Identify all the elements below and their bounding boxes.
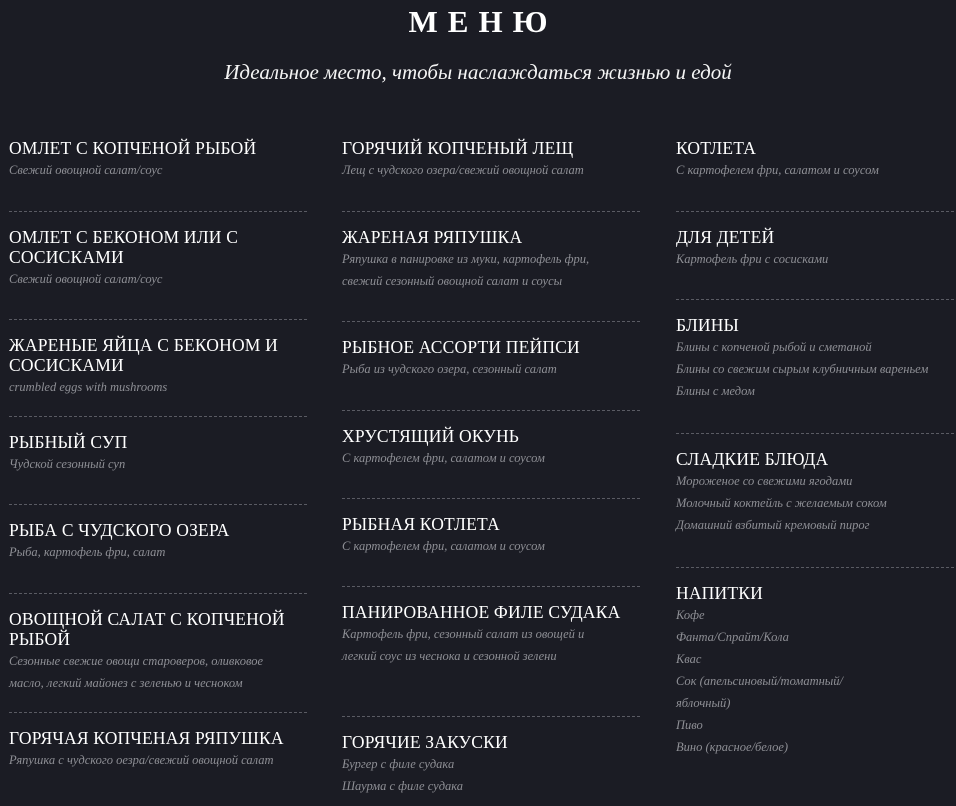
menu-item-title: ДЛЯ ДЕТЕЙ (676, 227, 775, 247)
menu-item-desc: Блины с копченой рыбой и сметаной (676, 340, 872, 354)
menu-item (342, 426, 640, 498)
menu-divider (676, 433, 954, 434)
menu-item-desc: Фанта/Спрайт/Кола (676, 630, 789, 644)
menu-divider (9, 712, 307, 713)
menu-item-title: ГОРЯЧИЕ ЗАКУСКИ (342, 732, 508, 752)
menu-divider (9, 416, 307, 417)
menu-item-desc: Блины с медом (676, 384, 755, 398)
menu-item-desc: Шаурма с филе судака (342, 779, 464, 793)
menu-divider (342, 211, 640, 212)
menu-item-desc: свежий сезонный овощной салат и соусы (342, 274, 563, 288)
menu-item-title: РЫБНАЯ КОТЛЕТА (342, 514, 500, 534)
menu-item-desc: Рыба из чудского озера, сезонный салат (342, 362, 557, 376)
menu-divider (676, 211, 954, 212)
menu-item-desc: С картофелем фри, салатом и соусом (342, 539, 545, 553)
menu-item-title: ПАНИРОВАННОЕ ФИЛЕ СУДАКА (342, 602, 621, 622)
menu-item (342, 138, 640, 211)
menu-divider (9, 504, 307, 505)
menu-divider (342, 498, 640, 499)
menu-column-3 (676, 138, 954, 758)
menu-item-desc: Картофель фри с сосисками (676, 252, 829, 266)
menu-divider (676, 567, 954, 568)
menu-item-desc: С картофелем фри, салатом и соусом (342, 451, 545, 465)
menu-item-desc: Лещ с чудского озера/свежий овощной салат (342, 163, 584, 177)
menu-divider (9, 319, 307, 320)
menu-column-2 (342, 138, 640, 797)
menu-item-desc: Свежий овощной салат/соус (9, 163, 163, 177)
menu-divider (342, 321, 640, 322)
menu-item-desc: масло, легкий майонез с зеленью и чесноком (9, 676, 243, 690)
menu-item-title: ЖАРЕНЫЕ ЯЙЦА С БЕКОНОМ И СОСИСКАМИ (9, 335, 278, 375)
menu-item (342, 227, 640, 321)
menu-item-desc: Сок (апельсиновый/томатный/ (676, 674, 843, 688)
menu-item-title: ГОРЯЧАЯ КОПЧЕНАЯ РЯПУШКА (9, 728, 284, 748)
menu-item-title: РЫБА С ЧУДСКОГО ОЗЕРА (9, 520, 230, 540)
page-title: МЕНЮ (408, 4, 558, 39)
menu-item (676, 583, 954, 758)
menu-item-title: ГОРЯЧИЙ КОПЧЕНЫЙ ЛЕЩ (342, 138, 574, 158)
menu-item (676, 449, 954, 567)
menu-item-desc: Молочный коктейль с желаемым соком (676, 496, 887, 510)
menu-item (342, 602, 640, 716)
menu-item-desc: Ряпушка в панировке из муки, картофель фри, (342, 252, 590, 266)
menu-item-desc: Мороженое со свежими ягодами (676, 474, 853, 488)
menu-item-desc: Кофе (676, 608, 705, 622)
menu-item (9, 609, 307, 712)
menu-item (342, 337, 640, 410)
menu-item (9, 138, 307, 211)
menu-divider (676, 299, 954, 300)
menu-item-desc: Блины со свежим сырым клубничным вареньем (676, 362, 929, 376)
menu-item-desc: легкий соус из чеснока и сезонной зелени (342, 649, 557, 663)
menu-item (676, 315, 954, 433)
menu-item-title: СЛАДКИЕ БЛЮДА (676, 449, 829, 469)
menu-item (9, 335, 307, 416)
menu-item (9, 728, 307, 771)
menu-divider (342, 716, 640, 717)
menu-item-desc: Бургер с филе судака (342, 757, 455, 771)
menu-column-1 (9, 138, 307, 771)
menu-item-desc: Чудской сезонный суп (9, 457, 126, 471)
menu-item-desc: Пиво (676, 718, 703, 732)
menu-item (676, 138, 954, 211)
menu-item-desc: Вино (красное/белое) (676, 740, 789, 754)
menu-item-title: БЛИНЫ (676, 315, 740, 335)
menu-divider (9, 211, 307, 212)
menu-item (342, 514, 640, 586)
menu-item-title: РЫБНЫЙ СУП (9, 432, 128, 452)
menu-item-desc: С картофелем фри, салатом и соусом (676, 163, 879, 177)
menu-item-title: НАПИТКИ (676, 583, 763, 603)
menu-item (9, 432, 307, 504)
menu-item-desc: crumbled eggs with mushrooms (9, 380, 168, 394)
menu-item-desc: Свежий овощной салат/соус (9, 272, 163, 286)
menu-divider (342, 586, 640, 587)
menu-item-desc: Сезонные свежие овощи староверов, оливковое (9, 654, 264, 668)
page-subtitle: Идеальное место, чтобы наслаждаться жизнью и едой (224, 60, 732, 84)
menu-item (9, 227, 307, 319)
menu-item-desc: яблочный) (676, 696, 731, 710)
menu-item (342, 732, 640, 797)
menu-item-title: КОТЛЕТА (676, 138, 757, 158)
menu-item-title: ОМЛЕТ С КОПЧЕНОЙ РЫБОЙ (9, 138, 257, 158)
menu-item-title: ХРУСТЯЩИЙ ОКУНЬ (342, 426, 520, 446)
menu-divider (9, 593, 307, 594)
menu-item-title: ОМЛЕТ С БЕКОНОМ ИЛИ С СОСИСКАМИ (9, 227, 239, 267)
menu-item-desc: Ряпушка с чудского оезра/свежий овощной салат (9, 753, 274, 767)
menu-item (676, 227, 954, 299)
menu-item (9, 520, 307, 593)
menu-item-title: ЖАРЕНАЯ РЯПУШКА (342, 227, 523, 247)
menu-item-desc: Картофель фри, сезонный салат из овощей и (342, 627, 585, 641)
menu-item-title: РЫБНОЕ АССОРТИ ПЕЙПСИ (342, 337, 580, 357)
menu-divider (342, 410, 640, 411)
menu-item-desc: Домашний взбитый кремовый пирог (676, 518, 870, 532)
menu-item-desc: Квас (676, 652, 702, 666)
menu-item-desc: Рыба, картофель фри, салат (9, 545, 166, 559)
menu-item-title: ОВОЩНОЙ САЛАТ С КОПЧЕНОЙ РЫБОЙ (9, 609, 285, 649)
